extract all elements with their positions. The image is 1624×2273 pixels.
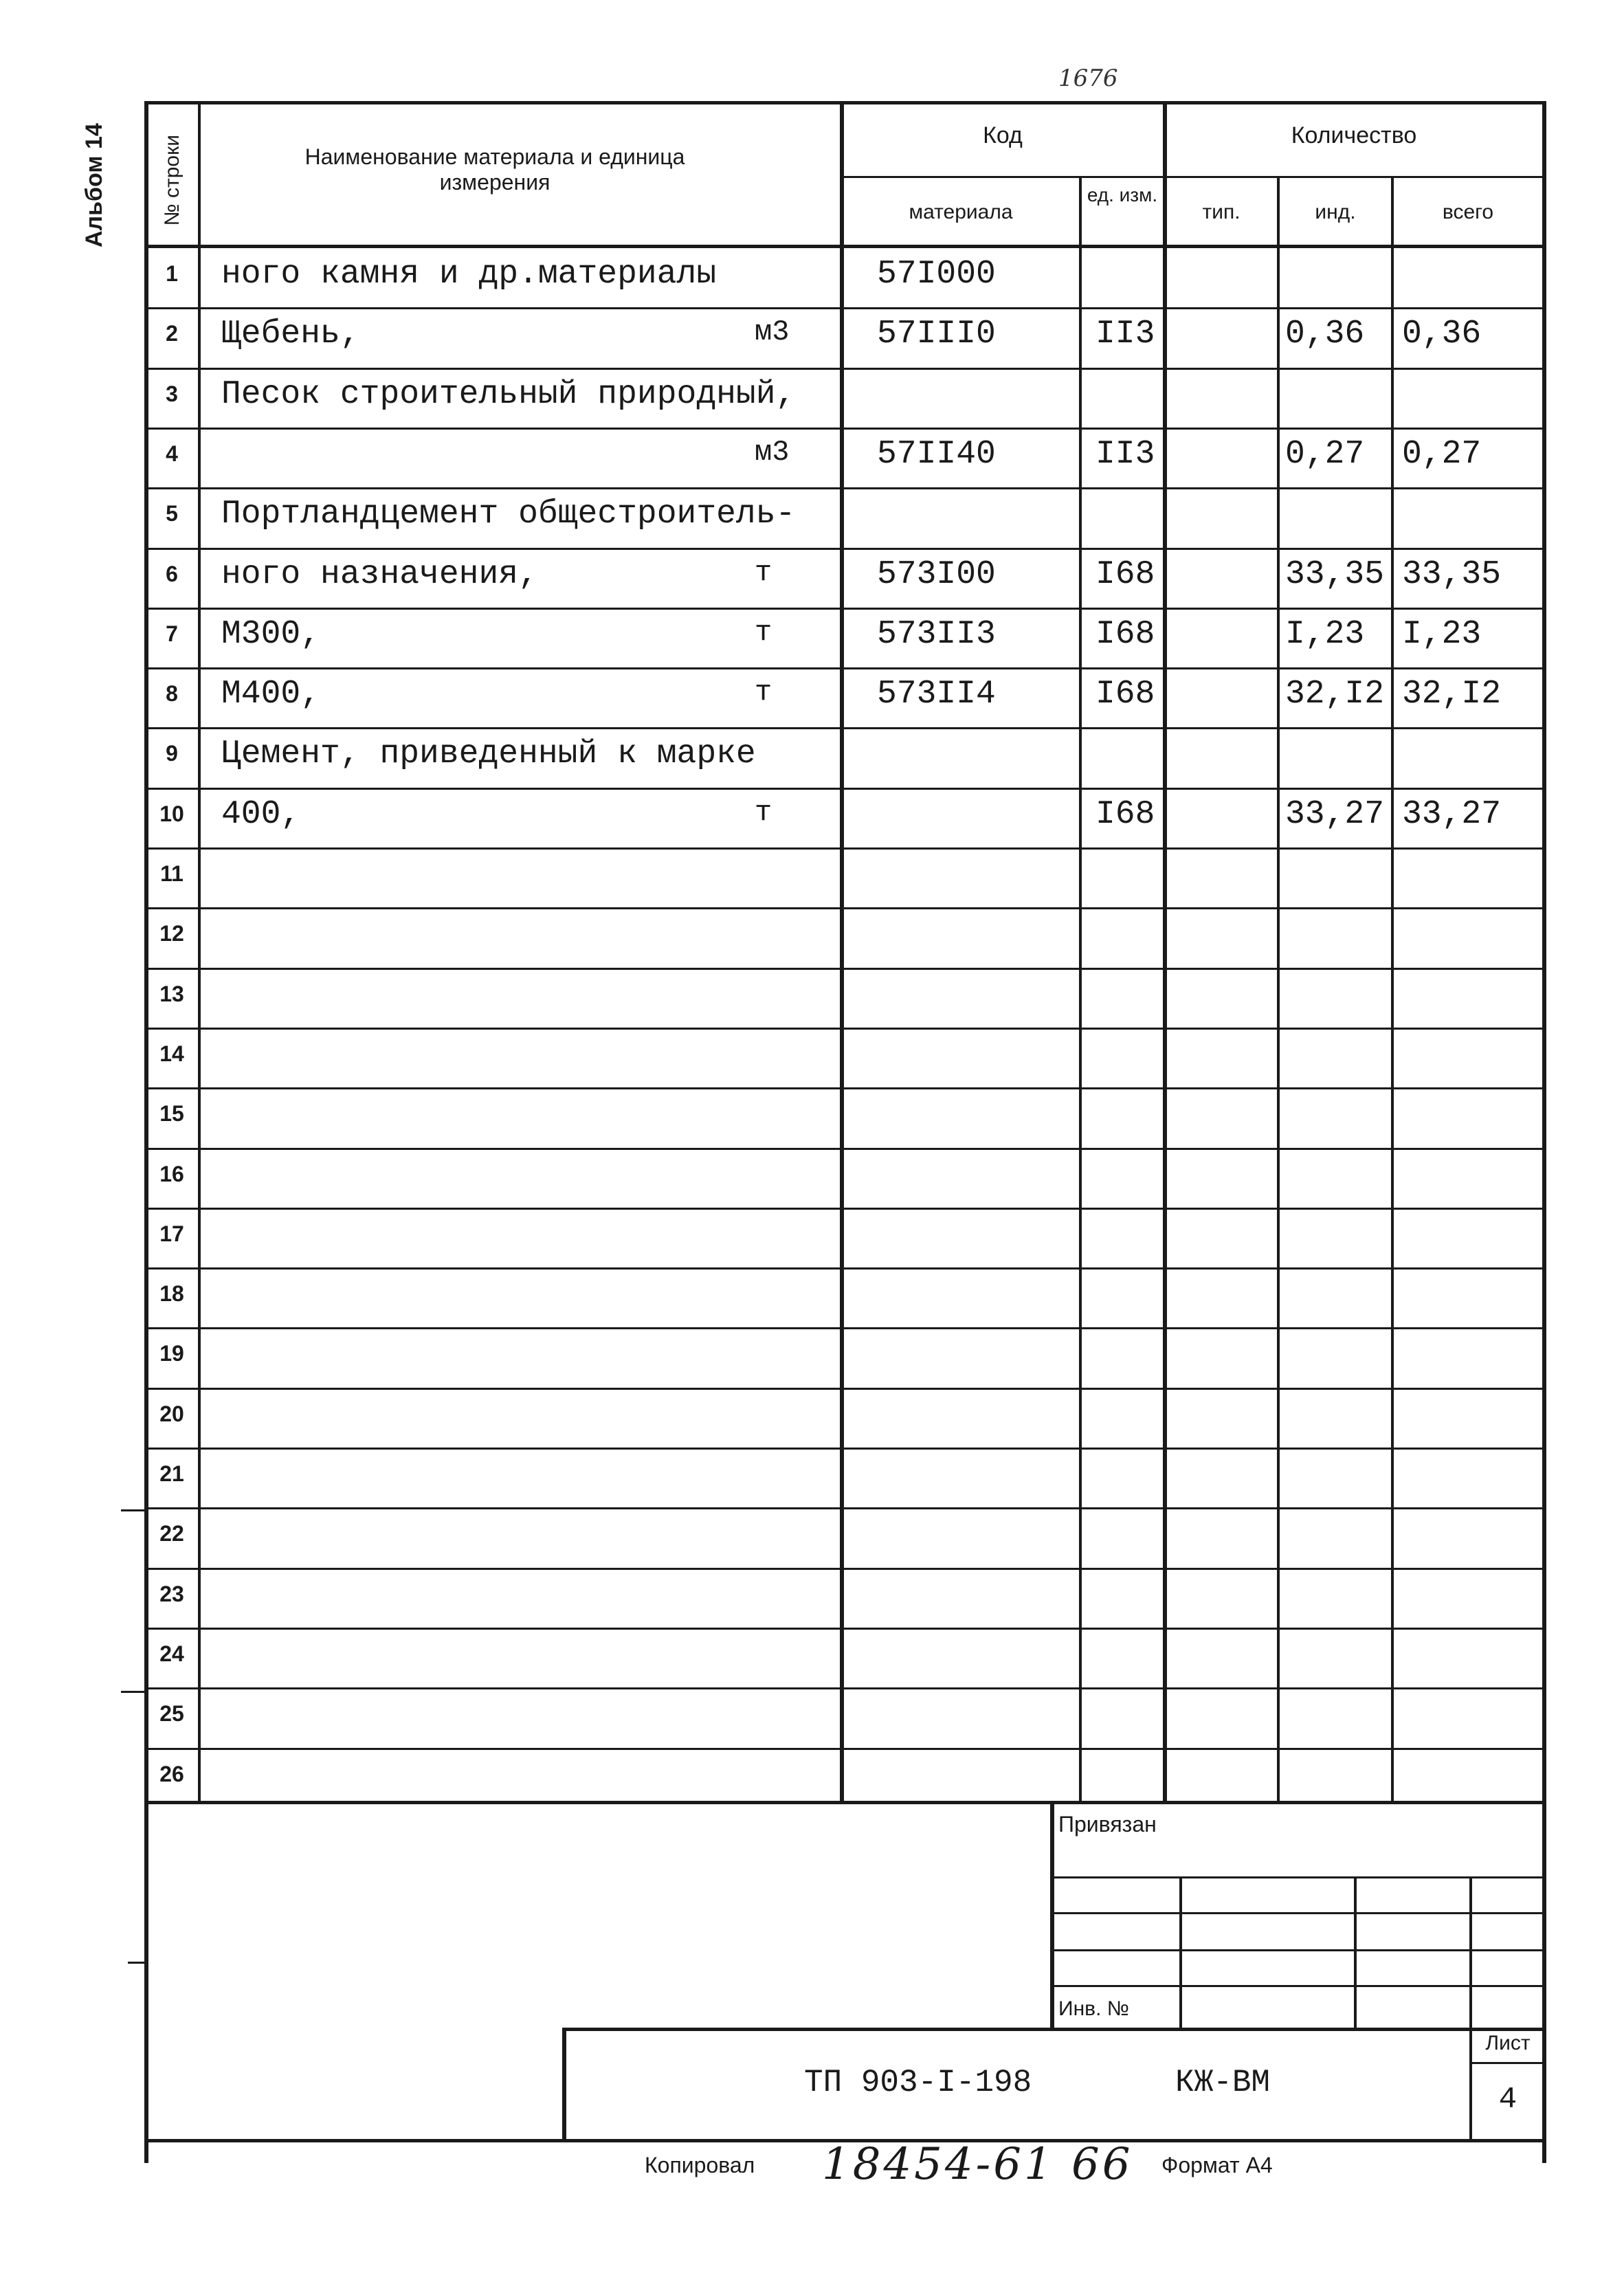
format-label: Формат А4 bbox=[1161, 2153, 1273, 2177]
row-unit: т bbox=[755, 555, 772, 589]
row-divider bbox=[144, 487, 1546, 489]
row-unit: т bbox=[755, 615, 772, 649]
copied-value: 18454-61 66 bbox=[822, 2139, 1133, 2190]
inv-no-label: Инв. № bbox=[1058, 1997, 1129, 2020]
row-divider bbox=[144, 1327, 1546, 1329]
row-number: 1 bbox=[166, 261, 178, 286]
row-material-code: 573I00 bbox=[877, 555, 996, 593]
row-number: 21 bbox=[159, 1461, 184, 1486]
row-divider bbox=[144, 727, 1546, 729]
row-divider bbox=[144, 968, 1546, 970]
row-qty-ind: 0,36 bbox=[1285, 315, 1365, 353]
row-qty-total: 33,27 bbox=[1402, 795, 1502, 833]
row-material-code: 57III0 bbox=[877, 315, 996, 353]
row-material-code: 57II40 bbox=[877, 435, 996, 473]
row-material-name: Портландцемент общестроитель- bbox=[221, 496, 796, 533]
row-unit: т bbox=[755, 676, 772, 709]
row-material-name: Песок строительный природный, bbox=[221, 375, 796, 413]
row-qty-total: 32,I2 bbox=[1402, 676, 1502, 713]
row-unit: т bbox=[755, 795, 772, 829]
row-unit-code: II3 bbox=[1095, 315, 1155, 353]
sheet-number: 4 bbox=[1498, 2083, 1517, 2117]
row-number: 23 bbox=[159, 1581, 184, 1606]
row-unit-code: II3 bbox=[1095, 435, 1155, 473]
row-material-name: ного камня и др.материалы bbox=[221, 256, 717, 293]
row-divider bbox=[144, 428, 1546, 430]
header-name: Наименование материала и единица измерения bbox=[304, 144, 685, 195]
row-divider bbox=[144, 1148, 1546, 1150]
header-quantity: Количество bbox=[1291, 122, 1417, 148]
row-material-name: ного назначения, bbox=[221, 555, 538, 593]
row-divider bbox=[144, 1208, 1546, 1210]
row-divider bbox=[144, 907, 1546, 909]
row-number: 18 bbox=[159, 1281, 184, 1307]
page-mark: 1676 bbox=[1058, 65, 1118, 92]
row-divider bbox=[144, 847, 1546, 850]
row-material-name: 400, bbox=[221, 795, 301, 833]
row-qty-ind: 0,27 bbox=[1285, 435, 1365, 473]
row-qty-total: I,23 bbox=[1402, 615, 1482, 653]
row-number: 25 bbox=[159, 1701, 184, 1727]
row-number: 26 bbox=[159, 1761, 184, 1786]
sheet-label: Лист bbox=[1485, 2032, 1531, 2054]
row-number: 14 bbox=[159, 1041, 184, 1066]
row-divider bbox=[144, 788, 1546, 790]
header-code-material: материала bbox=[909, 201, 1013, 223]
row-divider bbox=[144, 1087, 1546, 1089]
row-number: 8 bbox=[166, 681, 178, 707]
row-number: 12 bbox=[159, 921, 184, 946]
row-divider bbox=[144, 1687, 1546, 1689]
header-row-no: № строки bbox=[160, 135, 183, 226]
copied-label: Копировал bbox=[645, 2153, 755, 2177]
row-number: 4 bbox=[166, 441, 178, 466]
row-number: 6 bbox=[166, 561, 178, 586]
row-unit: м3 bbox=[755, 315, 790, 349]
row-divider bbox=[144, 1388, 1546, 1390]
row-qty-total: 33,35 bbox=[1402, 555, 1502, 593]
row-number: 11 bbox=[160, 861, 183, 886]
row-qty-ind: 32,I2 bbox=[1285, 676, 1385, 713]
row-unit-code: I68 bbox=[1095, 795, 1155, 833]
row-unit-code: I68 bbox=[1095, 676, 1155, 713]
row-qty-ind: 33,35 bbox=[1285, 555, 1385, 593]
row-divider bbox=[144, 1628, 1546, 1630]
row-number: 13 bbox=[159, 981, 184, 1006]
row-material-name: М400, bbox=[221, 676, 321, 713]
header-qty-total: всего bbox=[1442, 201, 1494, 223]
linked-label: Привязан bbox=[1058, 1812, 1157, 1837]
row-number: 10 bbox=[159, 801, 184, 826]
row-divider bbox=[144, 1448, 1546, 1450]
row-divider bbox=[144, 368, 1546, 370]
row-material-code: 57I000 bbox=[877, 256, 996, 293]
row-number: 3 bbox=[166, 381, 178, 406]
row-divider bbox=[144, 1748, 1546, 1750]
row-number: 15 bbox=[159, 1101, 184, 1127]
row-number: 9 bbox=[166, 741, 178, 766]
row-qty-ind: I,23 bbox=[1285, 615, 1365, 653]
row-divider bbox=[144, 307, 1546, 309]
row-number: 17 bbox=[159, 1221, 184, 1246]
row-material-name: Щебень, bbox=[221, 315, 360, 353]
row-divider bbox=[144, 667, 1546, 669]
row-unit-code: I68 bbox=[1095, 615, 1155, 653]
row-divider bbox=[144, 1267, 1546, 1269]
header-qty-typ: тип. bbox=[1202, 201, 1241, 223]
row-number: 22 bbox=[159, 1521, 184, 1546]
row-divider bbox=[144, 608, 1546, 610]
row-number: 7 bbox=[166, 621, 178, 646]
header-qty-ind: инд. bbox=[1315, 201, 1356, 223]
row-number: 5 bbox=[166, 501, 178, 526]
side-label: Альбом 14 bbox=[81, 123, 107, 247]
row-divider bbox=[144, 1568, 1546, 1570]
document-mark: КЖ-ВМ bbox=[1175, 2065, 1271, 2100]
row-number: 24 bbox=[159, 1641, 184, 1666]
header-code: Код bbox=[983, 122, 1023, 148]
row-number: 16 bbox=[159, 1161, 184, 1186]
row-material-code: 573II4 bbox=[877, 676, 996, 713]
row-divider bbox=[144, 1028, 1546, 1030]
row-material-name: М300, bbox=[221, 615, 321, 653]
row-unit-code: I68 bbox=[1095, 555, 1155, 593]
row-qty-total: 0,36 bbox=[1402, 315, 1482, 353]
row-divider bbox=[144, 548, 1546, 550]
row-qty-ind: 33,27 bbox=[1285, 795, 1385, 833]
row-material-name: Цемент, приведенный к марке bbox=[221, 735, 756, 773]
row-divider bbox=[144, 1507, 1546, 1509]
row-number: 2 bbox=[166, 321, 178, 346]
row-number: 19 bbox=[159, 1341, 184, 1366]
document-code: ТП 903-I-198 bbox=[804, 2065, 1032, 2100]
header-code-unit: ед. изм. bbox=[1087, 184, 1158, 206]
row-qty-total: 0,27 bbox=[1402, 435, 1482, 473]
row-unit: м3 bbox=[755, 435, 790, 469]
row-material-code: 573II3 bbox=[877, 615, 996, 653]
row-number: 20 bbox=[159, 1401, 184, 1426]
